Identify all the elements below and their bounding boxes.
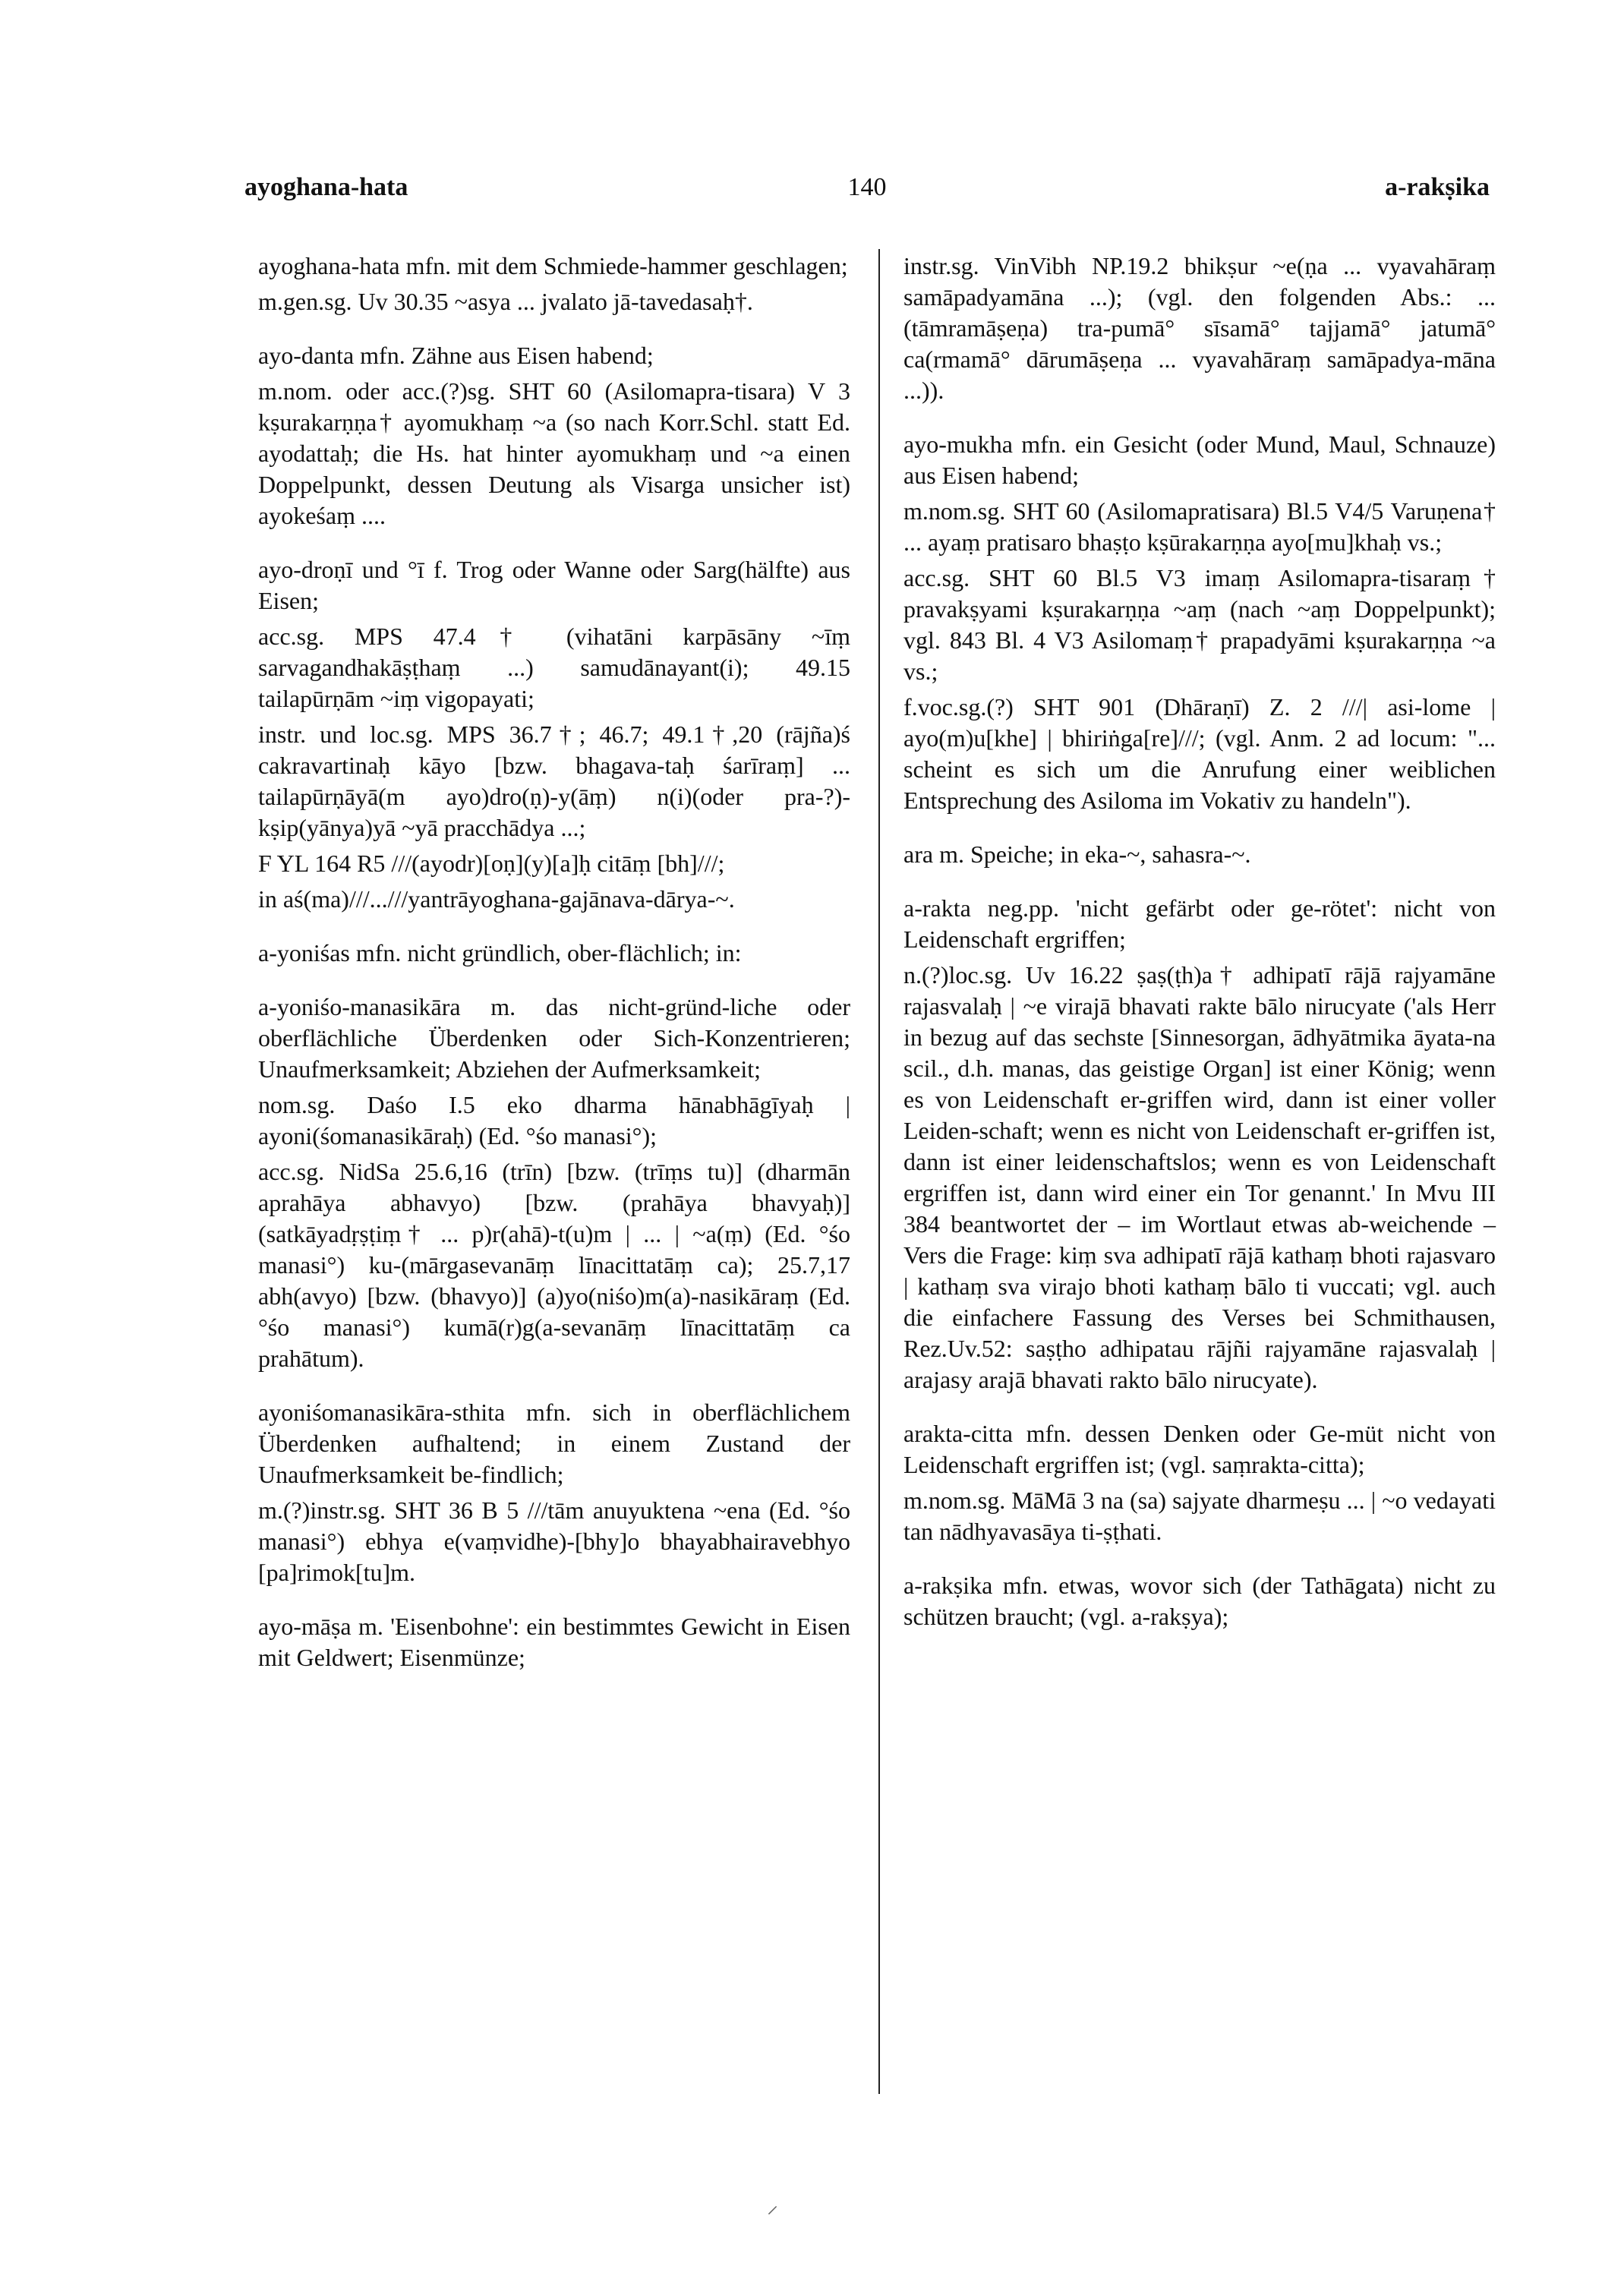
- entry-paragraph: F YL 164 R5 ///(ayodr)[oṇ](y)[a]ḥ citāṃ [bh]///;: [258, 850, 725, 877]
- entry-paragraph: a-rakta neg.pp. 'nicht gefärbt oder ge-rötet': nicht von Leidenschaft ergriffen;: [903, 894, 1496, 953]
- entry-paragraph: n.(?)loc.sg. Uv 16.22 ṣaṣ(ṭh)a† adhipatī rājā rajyamāne rajasvalaḥ | ~e virajā bhavati rakte bālo nirucyate ('als Herr in bezug auf das sechste [Sinnesorgan, ādhyātmika āyata-na scil., d.h. manas, das geistige Organ] ist einer König; wenn es von Leidenschaft er-griffen wird, dann ist einer voller Leiden-schaft; wenn es nicht von Leidenschaft er-griffen ist, dann ist einer leidenschaftslos; wenn es von Leidenschaft ergriffen ist, dann wird einer ein Tor genannt.' In Mvu III 384 beantwortet der – im Wortlaut etwas ab-weichende – Vers die Frage: kiṃ sva adhipatī rājā kathaṃ bhoti rajasvaro | kathaṃ sva virajo bhoti kathaṃ bālo ti vuccati; vgl. auch die einfachere Fassung des Verses bei Schmithausen, Rez.Uv.52: saṣṭho adhipatau rājñi rajyamāne rajasvalaḥ | arajasy arajā bhavati rakto bālo nirucyate).: [903, 961, 1496, 1393]
- entry-a-raksika: [903, 1570, 1496, 1632]
- header-right-headword: a-rakṣika: [1385, 173, 1490, 201]
- entry-paragraph: ayo-droṇī und °ī f. Trog oder Wanne oder Sarg(hälfte) aus Eisen;: [258, 556, 850, 614]
- entry-ayonisomanasikara-sthita: [258, 1397, 850, 1588]
- entry-paragraph: m.nom. oder acc.(?)sg. SHT 60 (Asilomapra-tisara) V 3 kṣurakarṇṇa† ayomukhaṃ ~a (so nach Korr.Schl. statt Ed. ayodattaḥ; die Hs. hat hinter ayomukhaṃ und ~a einen Doppelpunkt, dessen Deutung als Visarga unsicher ist) ayokeśaṃ ....: [258, 377, 850, 529]
- entry-paragraph: f.voc.sg.(?) SHT 901 (Dhāraṇī) Z. 2 ///| asi-lome | ayo(m)u[khe] | bhiriṅga[re]///; (vgl. Anm. 2 ad locum: "... scheint es sich um die Anrufung einer weiblichen Entsprechung des Asiloma im Vokativ zu handeln").: [903, 693, 1496, 814]
- entry-paragraph: ayo-mukha mfn. ein Gesicht (oder Mund, Maul, Schnauze) aus Eisen habend;: [903, 430, 1496, 489]
- entry-paragraph: acc.sg. SHT 60 Bl.5 V3 imaṃ Asilomapra-tisaraṃ† pravakṣyami kṣurakarṇṇa ~aṃ (nach ~aṃ Doppelpunkt); vgl. 843 Bl. 4 V3 Asilomaṃ† prapadyāmi kṣurakarṇṇa ~a vs.;: [903, 564, 1496, 685]
- entry-paragraph: m.gen.sg. Uv 30.35 ~asya ... jvalato jā-tavedasaḥ†.: [258, 288, 753, 315]
- entry-paragraph: a-yoniśas mfn. nicht gründlich, ober-flächlich; in:: [258, 939, 742, 966]
- entry-paragraph: instr.sg. VinVibh NP.19.2 bhikṣur ~e(ṇa ... vyavahāraṃ samāpadyamāna ...); (vgl. den folgenden Abs.: ... (tāmramāṣeṇa) tra-pumā° sīsamā° tajjamā° jatumā° ca(rmamā° dārumāṣeṇa ... vyavahāraṃ samāpadya-māna ...)).: [903, 252, 1496, 404]
- entry-ayo-danta: [258, 340, 850, 531]
- entry-a-rakta: [903, 893, 1496, 1395]
- entry-paragraph: ayoniśomanasikāra-sthita mfn. sich in oberflächlichem Überdenken aufhaltend; in einem Zustand der Unaufmerksamkeit be-findlich;: [258, 1398, 850, 1488]
- entry-paragraph: nom.sg. Daśo I.5 eko dharma hānabhāgīyaḥ | ayoni(śomanasikāraḥ) (Ed. °śo manasi°);: [258, 1091, 850, 1149]
- right-column: [903, 251, 1496, 1655]
- entry-paragraph: ayoghana-hata mfn. mit dem Schmiede-hammer geschlagen;: [258, 252, 848, 279]
- entry-paragraph: acc.sg. MPS 47.4† (vihatāni karpāsāny ~īṃ sarvagandhakāṣṭhaṃ ...) samudānayant(i); 49.15 tailapūrṇām ~iṃ vigopayati;: [258, 623, 850, 712]
- entry-ayo-droni: [258, 554, 850, 915]
- entry-paragraph: ayo-māṣa m. 'Eisenbohne': ein bestimmtes Gewicht in Eisen mit Geldwert; Eisenmünze;: [258, 1613, 850, 1671]
- entry-a-yoniso-manasikara: [258, 992, 850, 1374]
- entry-a-yonisas: [258, 938, 850, 969]
- entry-arakta-citta: [903, 1418, 1496, 1547]
- column-divider: [878, 249, 880, 2094]
- entry-paragraph: a-yoniśo-manasikāra m. das nicht-gründ-liche oder oberflächliche Überdenken oder Sich-Konzentrieren; Unaufmerksamkeit; Abziehen der Aufmerksamkeit;: [258, 993, 850, 1083]
- entry-paragraph: m.nom.sg. MāMā 3 na (sa) sajyate dharmeṣu ... | ~o vedayati tan nādhyavasāya ti-ṣṭhati.: [903, 1487, 1496, 1545]
- left-column: [258, 251, 850, 1696]
- entry-paragraph: ayo-danta mfn. Zähne aus Eisen habend;: [258, 342, 654, 369]
- entry-paragraph: ara m. Speiche; in eka-~, sahasra-~.: [903, 840, 1251, 868]
- entry-paragraph: instr. und loc.sg. MPS 36.7†; 46.7; 49.1†,20 (rājña)ś cakravartinaḥ kāyo [bzw. bhagava-taḥ śarīraṃ] ... tailapūrṇāyā(m ayo)dro(ṇ)-y(āṃ) n(i)(oder pra-?)-kṣip(yānya)yā ~yā pracchādya ...;: [258, 721, 850, 841]
- entry-ayoghana-hata: [258, 251, 850, 317]
- entry-paragraph: m.(?)instr.sg. SHT 36 B 5 ///tām anuyuktena ~ena (Ed. °śo manasi°) ebhya e(vaṃvidhe)-[bhy]o bhayabhairavebhyo [pa]rimok[tu]m.: [258, 1496, 850, 1586]
- running-header: [244, 173, 1490, 219]
- footer-mark: ⸍: [767, 2203, 778, 2228]
- entry-paragraph: m.nom.sg. SHT 60 (Asilomapratisara) Bl.5 V4/5 Varuṇena† ... ayaṃ pratisaro bhaṣṭo kṣūrakarṇṇa ayo[mu]khaḥ vs.;: [903, 497, 1496, 556]
- page-number: 140: [847, 173, 887, 201]
- entry-paragraph: in aś(ma)///...///yantrāyoghana-gajānava-dārya-~.: [258, 885, 735, 913]
- header-left-headword: ayoghana-hata: [244, 173, 408, 201]
- entry-paragraph: acc.sg. NidSa 25.6,16 (trīn) [bzw. (trīṃs tu)] (dharmān aprahāya abhavyo) [bzw. (prahāya bhavyaḥ)] (satkāyadṛṣṭiṃ† ... p)r(ahā)-t(u)m | ... | ~a(ṃ) (Ed. °śo manasi°) ku-(mārgasevanāṃ līnacittatāṃ ca); 25.7,17 abh(avyo) [bzw. (bhavyo)] (a)yo(niśo)m(a)-nasikāraṃ (Ed. °śo manasi°) kumā(r)g(a-sevanāṃ līnacittatāṃ ca prahātum).: [258, 1158, 850, 1372]
- entry-ara: [903, 839, 1496, 870]
- entry-ayo-masa: [258, 1611, 850, 1673]
- entry-ayo-mukha: [903, 429, 1496, 816]
- entry-paragraph: arakta-citta mfn. dessen Denken oder Ge-müt nicht von Leidenschaft ergriffen ist; (vgl. saṃrakta-citta);: [903, 1420, 1496, 1478]
- entry-paragraph: a-rakṣika mfn. etwas, wovor sich (der Tathāgata) nicht zu schützen braucht; (vgl. a-rakṣya);: [903, 1572, 1496, 1630]
- entry-ayo-masa-continued: [903, 251, 1496, 406]
